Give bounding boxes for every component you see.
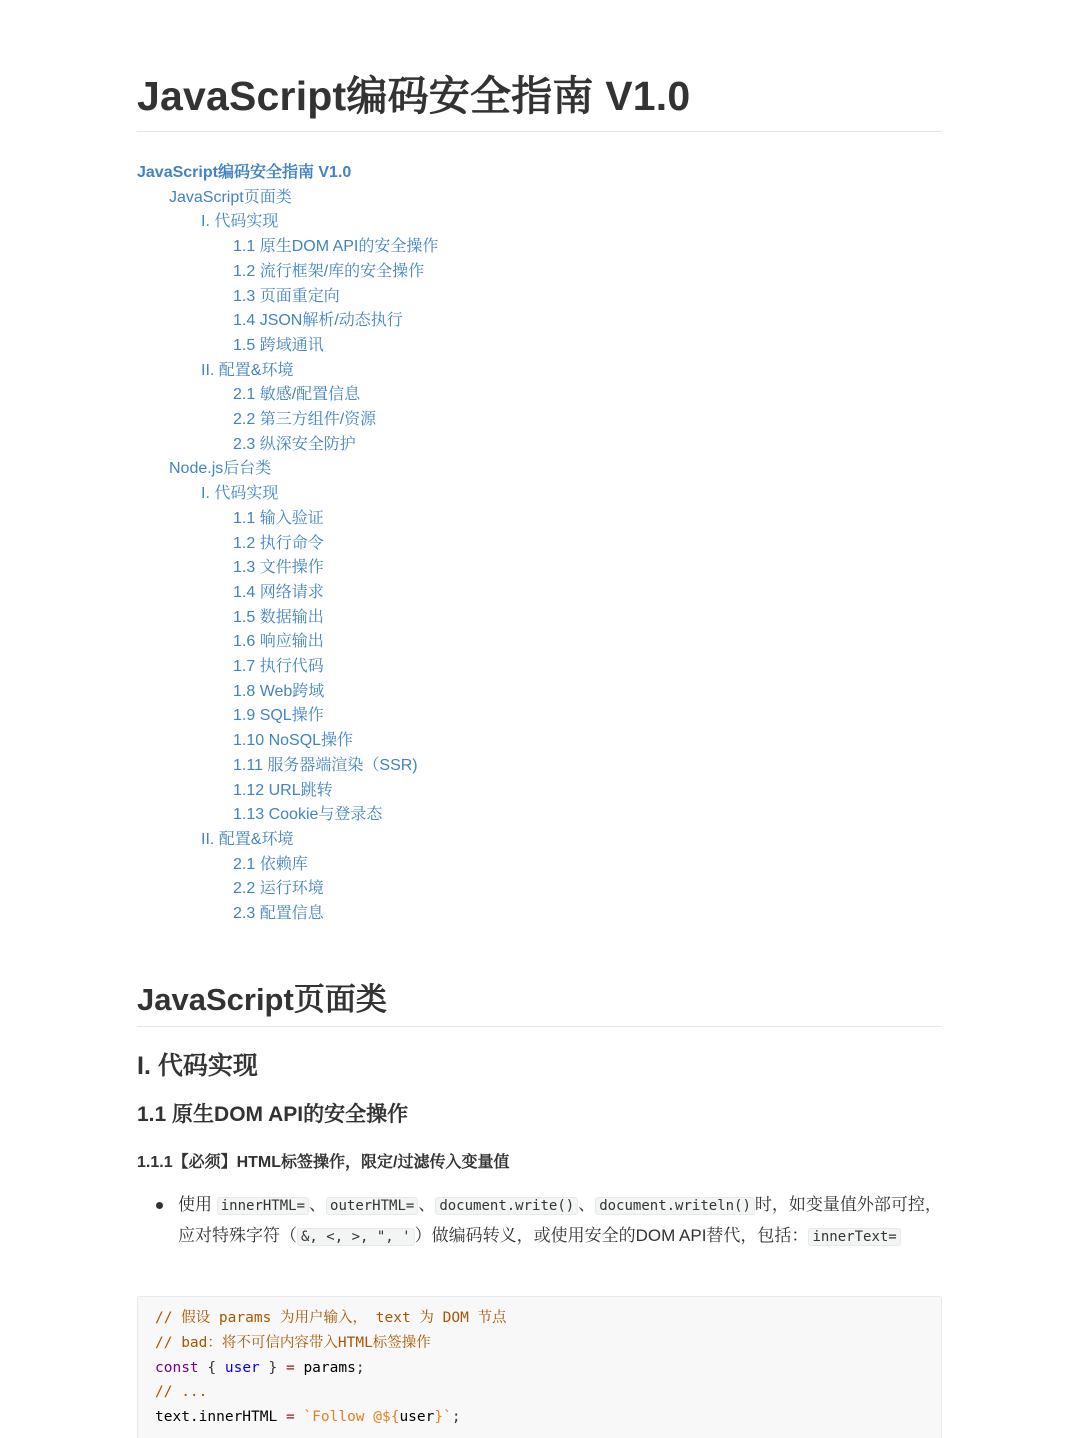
section-heading-h3: 1.1 原生DOM API的安全操作: [137, 1103, 409, 1126]
code-variable: params: [294, 1359, 356, 1376]
toc-link[interactable]: 1.9 SQL操作: [233, 707, 324, 725]
code-line: [155, 1306, 924, 1331]
inline-code: &, <, >, ", ': [297, 1228, 415, 1246]
title-divider: [137, 131, 942, 132]
toc-link[interactable]: 2.3 配置信息: [233, 905, 324, 922]
code-line: [155, 1380, 924, 1405]
code-string: }`: [434, 1409, 452, 1426]
code-def: user: [224, 1359, 260, 1376]
section-heading-h2: I. 代码实现: [137, 1052, 258, 1080]
toc-link[interactable]: 2.1 依赖库: [233, 855, 308, 873]
bullet-text: 使用: [178, 1195, 212, 1214]
code-comment: // 假设 params 为用户输入， text 为 DOM 节点: [155, 1310, 507, 1326]
section-divider: [137, 1026, 942, 1027]
toc-link[interactable]: 1.4 网络请求: [233, 583, 324, 601]
document-title: JavaScript编码安全指南 V1.0: [137, 73, 691, 119]
code-space: [277, 1409, 286, 1425]
inline-code: innerText=: [808, 1228, 900, 1246]
bullet-dot: [156, 1202, 163, 1209]
toc-link[interactable]: I. 代码实现: [201, 213, 279, 231]
toc-link[interactable]: 1.10 NoSQL操作: [233, 732, 354, 750]
code-block: [137, 1296, 942, 1438]
code-variable: text.innerHTML: [155, 1409, 278, 1426]
section-heading-h1: JavaScript页面类: [137, 982, 387, 1017]
code-punct: ;: [451, 1409, 461, 1426]
toc-link[interactable]: II. 配置&环境: [201, 830, 294, 848]
code-comment: // ...: [155, 1384, 208, 1401]
toc-link[interactable]: 1.8 Web跨域: [233, 682, 325, 700]
toc-link[interactable]: II. 配置&环境: [201, 361, 294, 379]
inline-code: document.writeln(): [595, 1197, 755, 1215]
code-comment: // bad：将不可信内容带入HTML标签操作: [155, 1334, 431, 1351]
code-string: `Follow @${: [303, 1409, 400, 1426]
bullet-text: 时，如变量值外部可控，应对特殊字符（: [178, 1195, 942, 1245]
code-punct: ;: [355, 1359, 365, 1376]
inline-code: outerHTML=: [326, 1197, 418, 1215]
bullet-list: [137, 1190, 942, 1252]
toc-link[interactable]: Node.js后台类: [169, 460, 272, 478]
toc-link[interactable]: 1.11 服务器端渲染（SSR): [233, 756, 418, 774]
code-line: [155, 1331, 924, 1356]
toc-link[interactable]: 1.2 流行框架/库的安全操作: [233, 262, 425, 280]
code-variable: user: [399, 1409, 435, 1426]
bullet-text: 、: [418, 1195, 436, 1214]
toc-link[interactable]: 1.13 Cookie与登录态: [233, 806, 383, 824]
toc-link[interactable]: 2.3 纵深安全防护: [233, 435, 356, 453]
bullet-text: 、: [309, 1195, 327, 1214]
toc-link[interactable]: 1.1 输入验证: [233, 509, 324, 527]
code-punct: {: [198, 1359, 225, 1376]
toc-link[interactable]: 2.2 运行环境: [233, 880, 324, 898]
code-line: [155, 1405, 924, 1430]
section-heading-h4: 1.1.1【必须】HTML标签操作，限定/过滤传入变量值: [137, 1154, 510, 1171]
toc-link[interactable]: 2.2 第三方组件/资源: [233, 411, 377, 428]
inline-code: innerHTML=: [217, 1197, 309, 1215]
toc-link[interactable]: I. 代码实现: [201, 485, 279, 503]
toc-link[interactable]: JavaScript编码安全指南 V1.0: [137, 164, 352, 181]
toc-link[interactable]: 1.4 JSON解析/动态执行: [233, 312, 403, 330]
code-punct: }: [259, 1359, 286, 1376]
code-operator: =: [285, 1359, 295, 1376]
toc-link[interactable]: 1.12 URL跳转: [233, 781, 333, 799]
bullet-text: ）做编码转义，或使用安全的DOM API替代，包括：: [414, 1226, 809, 1245]
list-item: [137, 1190, 942, 1252]
inline-code: document.write(): [435, 1197, 578, 1215]
toc-link[interactable]: 2.1 敏感/配置信息: [233, 386, 361, 404]
code-line: [155, 1356, 924, 1381]
toc-link[interactable]: 1.2 执行命令: [233, 534, 324, 552]
toc-link[interactable]: 1.5 跨域通讯: [233, 336, 324, 354]
toc-link[interactable]: 1.3 文件操作: [233, 559, 324, 577]
toc-link[interactable]: 1.5 数据输出: [233, 608, 324, 626]
toc-link[interactable]: JavaScript页面类: [169, 188, 292, 206]
code-operator: =: [285, 1409, 295, 1426]
bullet-text: 、: [578, 1195, 596, 1214]
toc-link[interactable]: 1.1 原生DOM API的安全操作: [233, 238, 439, 256]
toc-link[interactable]: 1.3 页面重定向: [233, 287, 340, 305]
code-keyword: const: [155, 1359, 199, 1376]
toc-link[interactable]: 1.6 响应输出: [233, 633, 324, 651]
toc-link[interactable]: 1.7 执行代码: [233, 658, 324, 675]
